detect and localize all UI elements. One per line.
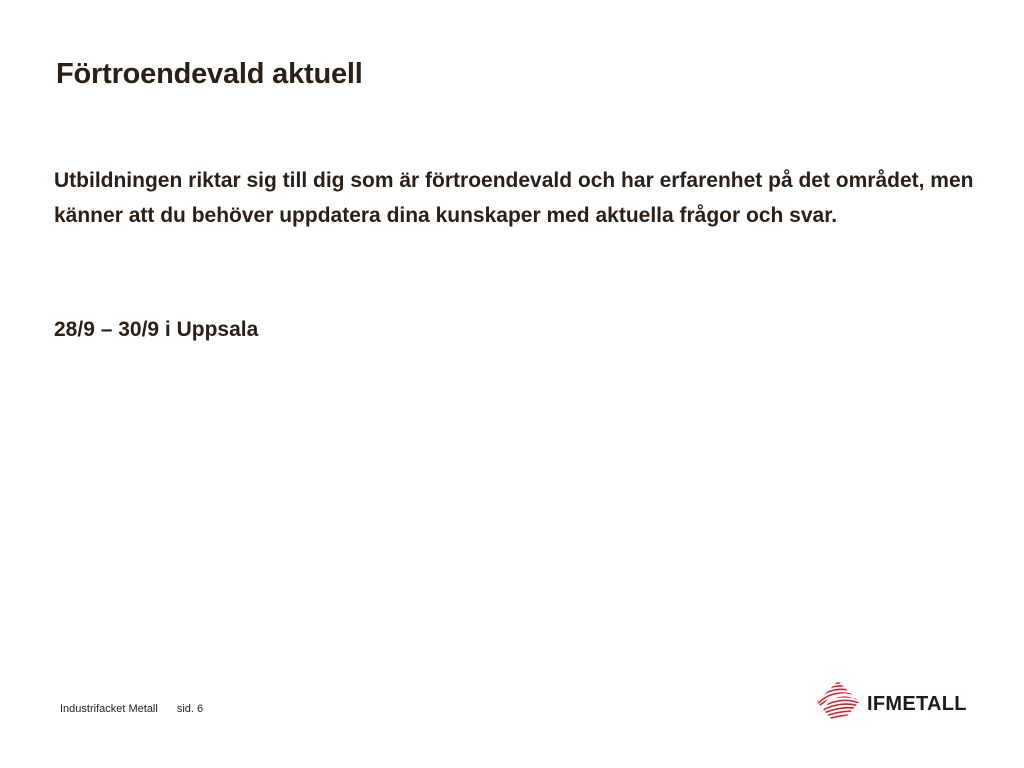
footer-organization: Industrifacket Metall (60, 703, 158, 715)
slide-title: Förtroendevald aktuell (56, 58, 363, 90)
if-metall-wordmark: IFMETALL (867, 692, 967, 715)
if-metall-emblem-icon (815, 680, 861, 728)
slide-body-text: Utbildningen riktar sig till dig som är förtroendevald och har erfarenhet på det området, men känner att du behöver uppdatera dina kunskaper med aktuella frågor och svar. (54, 169, 974, 227)
slide-footer (60, 703, 203, 715)
if-metall-logo (815, 680, 967, 728)
footer-page-number: sid. 6 (176, 703, 204, 715)
slide-date-place: 28/9 – 30/9 i Uppsala (54, 318, 259, 341)
